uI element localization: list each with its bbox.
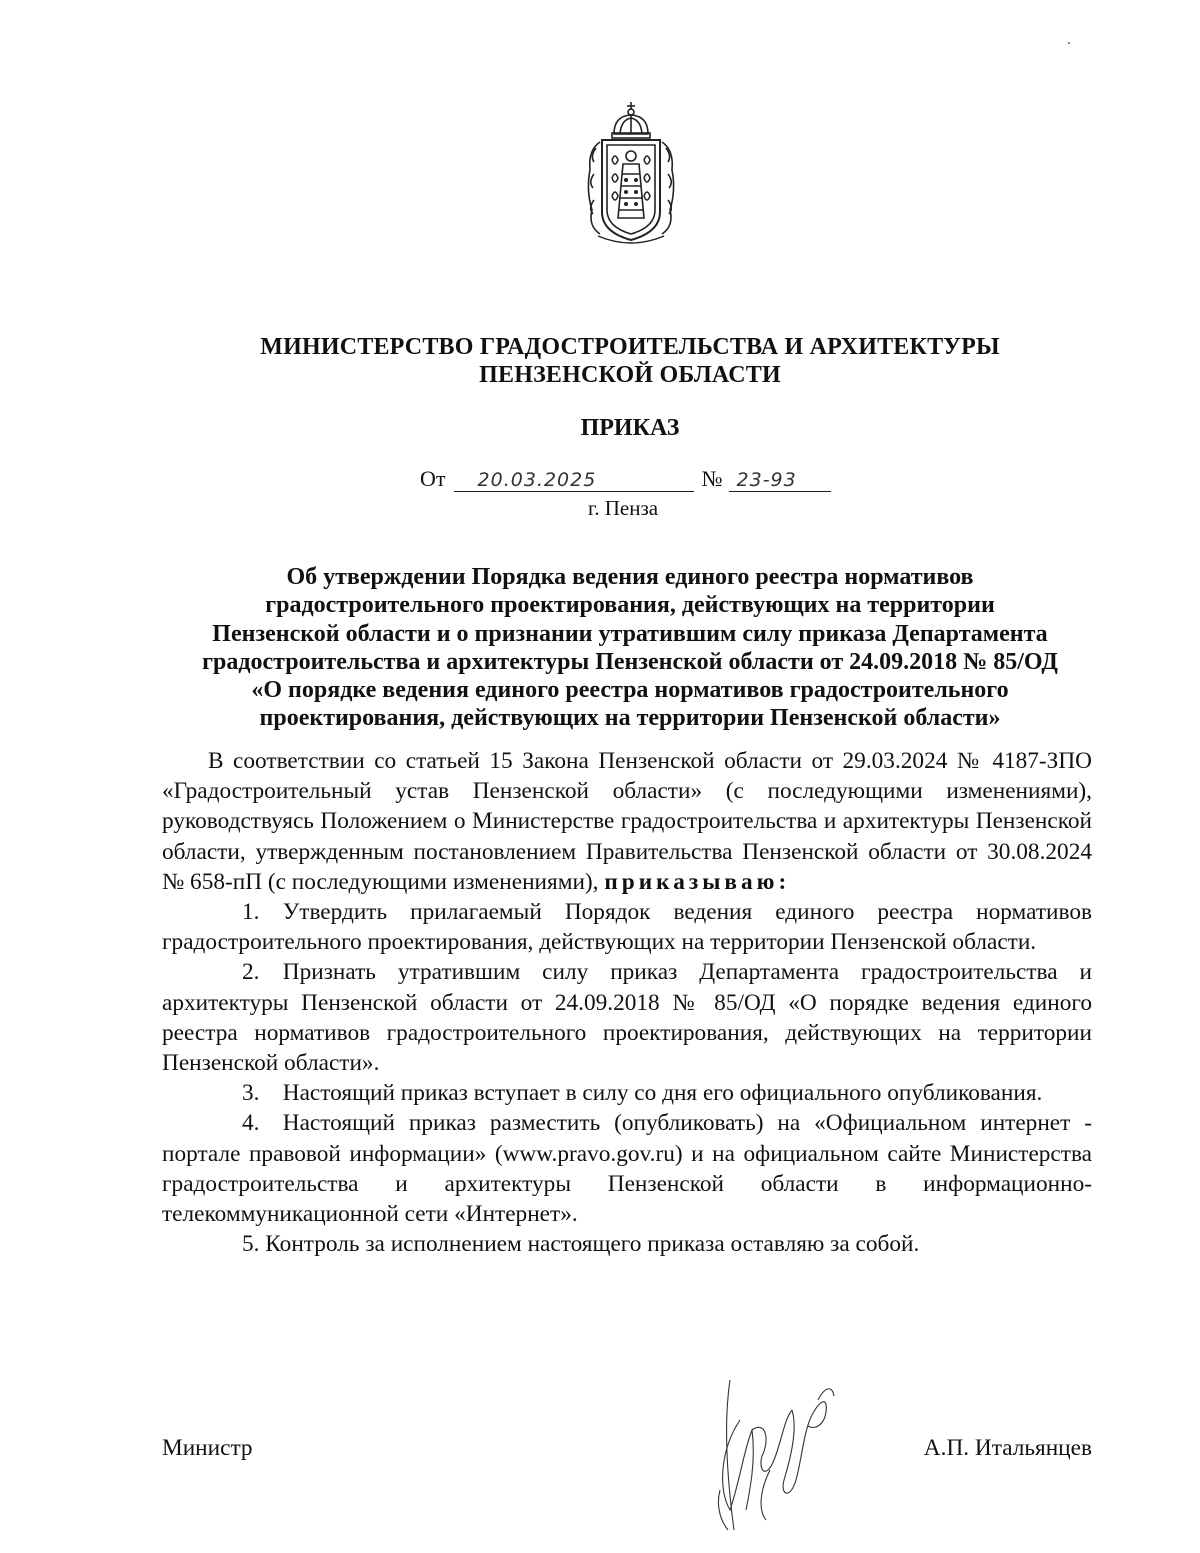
subject-line: градостроительного проектирования, действующих на территории	[265, 592, 995, 619]
signer-position: Министр	[162, 1435, 253, 1461]
subject-line: Об утверждении Порядка ведения единого реестра нормативов	[286, 564, 974, 590]
ministry-name	[160, 333, 1100, 389]
document-type-title: ПРИКАЗ	[580, 415, 680, 441]
order-item-4: 4. Настоящий приказ разместить (опубликовать) на «Официальном интернет - портале правовой информации» (www.pravo.gov.ru) и на официальном сайте Министерства градостроительства и архитектуры Пензенской области в информационно-телекоммуникационной сети «Интернет».	[162, 1110, 1092, 1228]
subject-line: градостроительства и архитектуры Пензенской области от 24.09.2018 № 85/ОД	[202, 648, 1058, 675]
order-item-3: 3. Настоящий приказ вступает в силу со дня его официального опубликования.	[242, 1080, 1043, 1107]
handwritten-signature-icon	[700, 1360, 850, 1540]
city: г. Пенза	[588, 496, 659, 520]
order-item-5: 5. Контроль за исполнением настоящего приказа оставляю за собой.	[242, 1231, 920, 1258]
preamble-text: В соответствии со статьей 15 Закона Пензенской области от 29.03.2024 № 4187-ЗПО «Градостроительный устав Пензенской области» (с последующими изменениями), руководствуясь Положением о Министерстве градостроительства и архитектуры Пензенской области, утвержденным постановлением Правительства Пензенской области от 30.08.2024 № 658-пП (с последующими изменениями),	[162, 748, 1092, 895]
subject-line: проектирования, действующих на территории Пензенской области»	[259, 705, 1001, 732]
penza-oblast-coat-of-arms-icon	[578, 100, 684, 248]
date-number-line	[420, 466, 831, 496]
order-subject	[150, 563, 1110, 733]
subject-line: Пензенской области и о признании утратившим силу приказа Департамента	[212, 620, 1048, 647]
ministry-line-2: ПЕНЗЕНСКОЙ ОБЛАСТИ	[479, 362, 781, 388]
scan-speck	[1068, 42, 1070, 44]
command-word: приказываю:	[604, 868, 791, 895]
order-body	[162, 746, 1092, 1259]
handwritten-date: 20.03.2025	[454, 469, 694, 492]
signer-name: А.П. Итальянцев	[923, 1435, 1092, 1461]
ministry-line-1: МИНИСТЕРСТВО ГРАДОСТРОИТЕЛЬСТВА И АРХИТЕКТУРЫ	[260, 334, 1000, 360]
preamble-paragraph	[162, 746, 1092, 897]
order-item-1: 1. Утвердить прилагаемый Порядок ведения единого реестра нормативов градостроительного проектирования, действующих на территории Пензенской области.	[162, 899, 1092, 956]
subject-line: «О порядке ведения единого реестра нормативов градостроительного	[251, 677, 1009, 704]
order-item-2: 2. Признать утратившим силу приказ Департамента градостроительства и архитектуры Пензенской области от 24.09.2018 № 85/ОД «О порядке ведения единого реестра нормативов градостроительного проектирования, действующих на территории Пензенской области».	[162, 959, 1092, 1077]
handwritten-number: 23-93	[729, 469, 831, 492]
number-label: №	[701, 466, 723, 491]
date-label: От	[420, 466, 446, 491]
